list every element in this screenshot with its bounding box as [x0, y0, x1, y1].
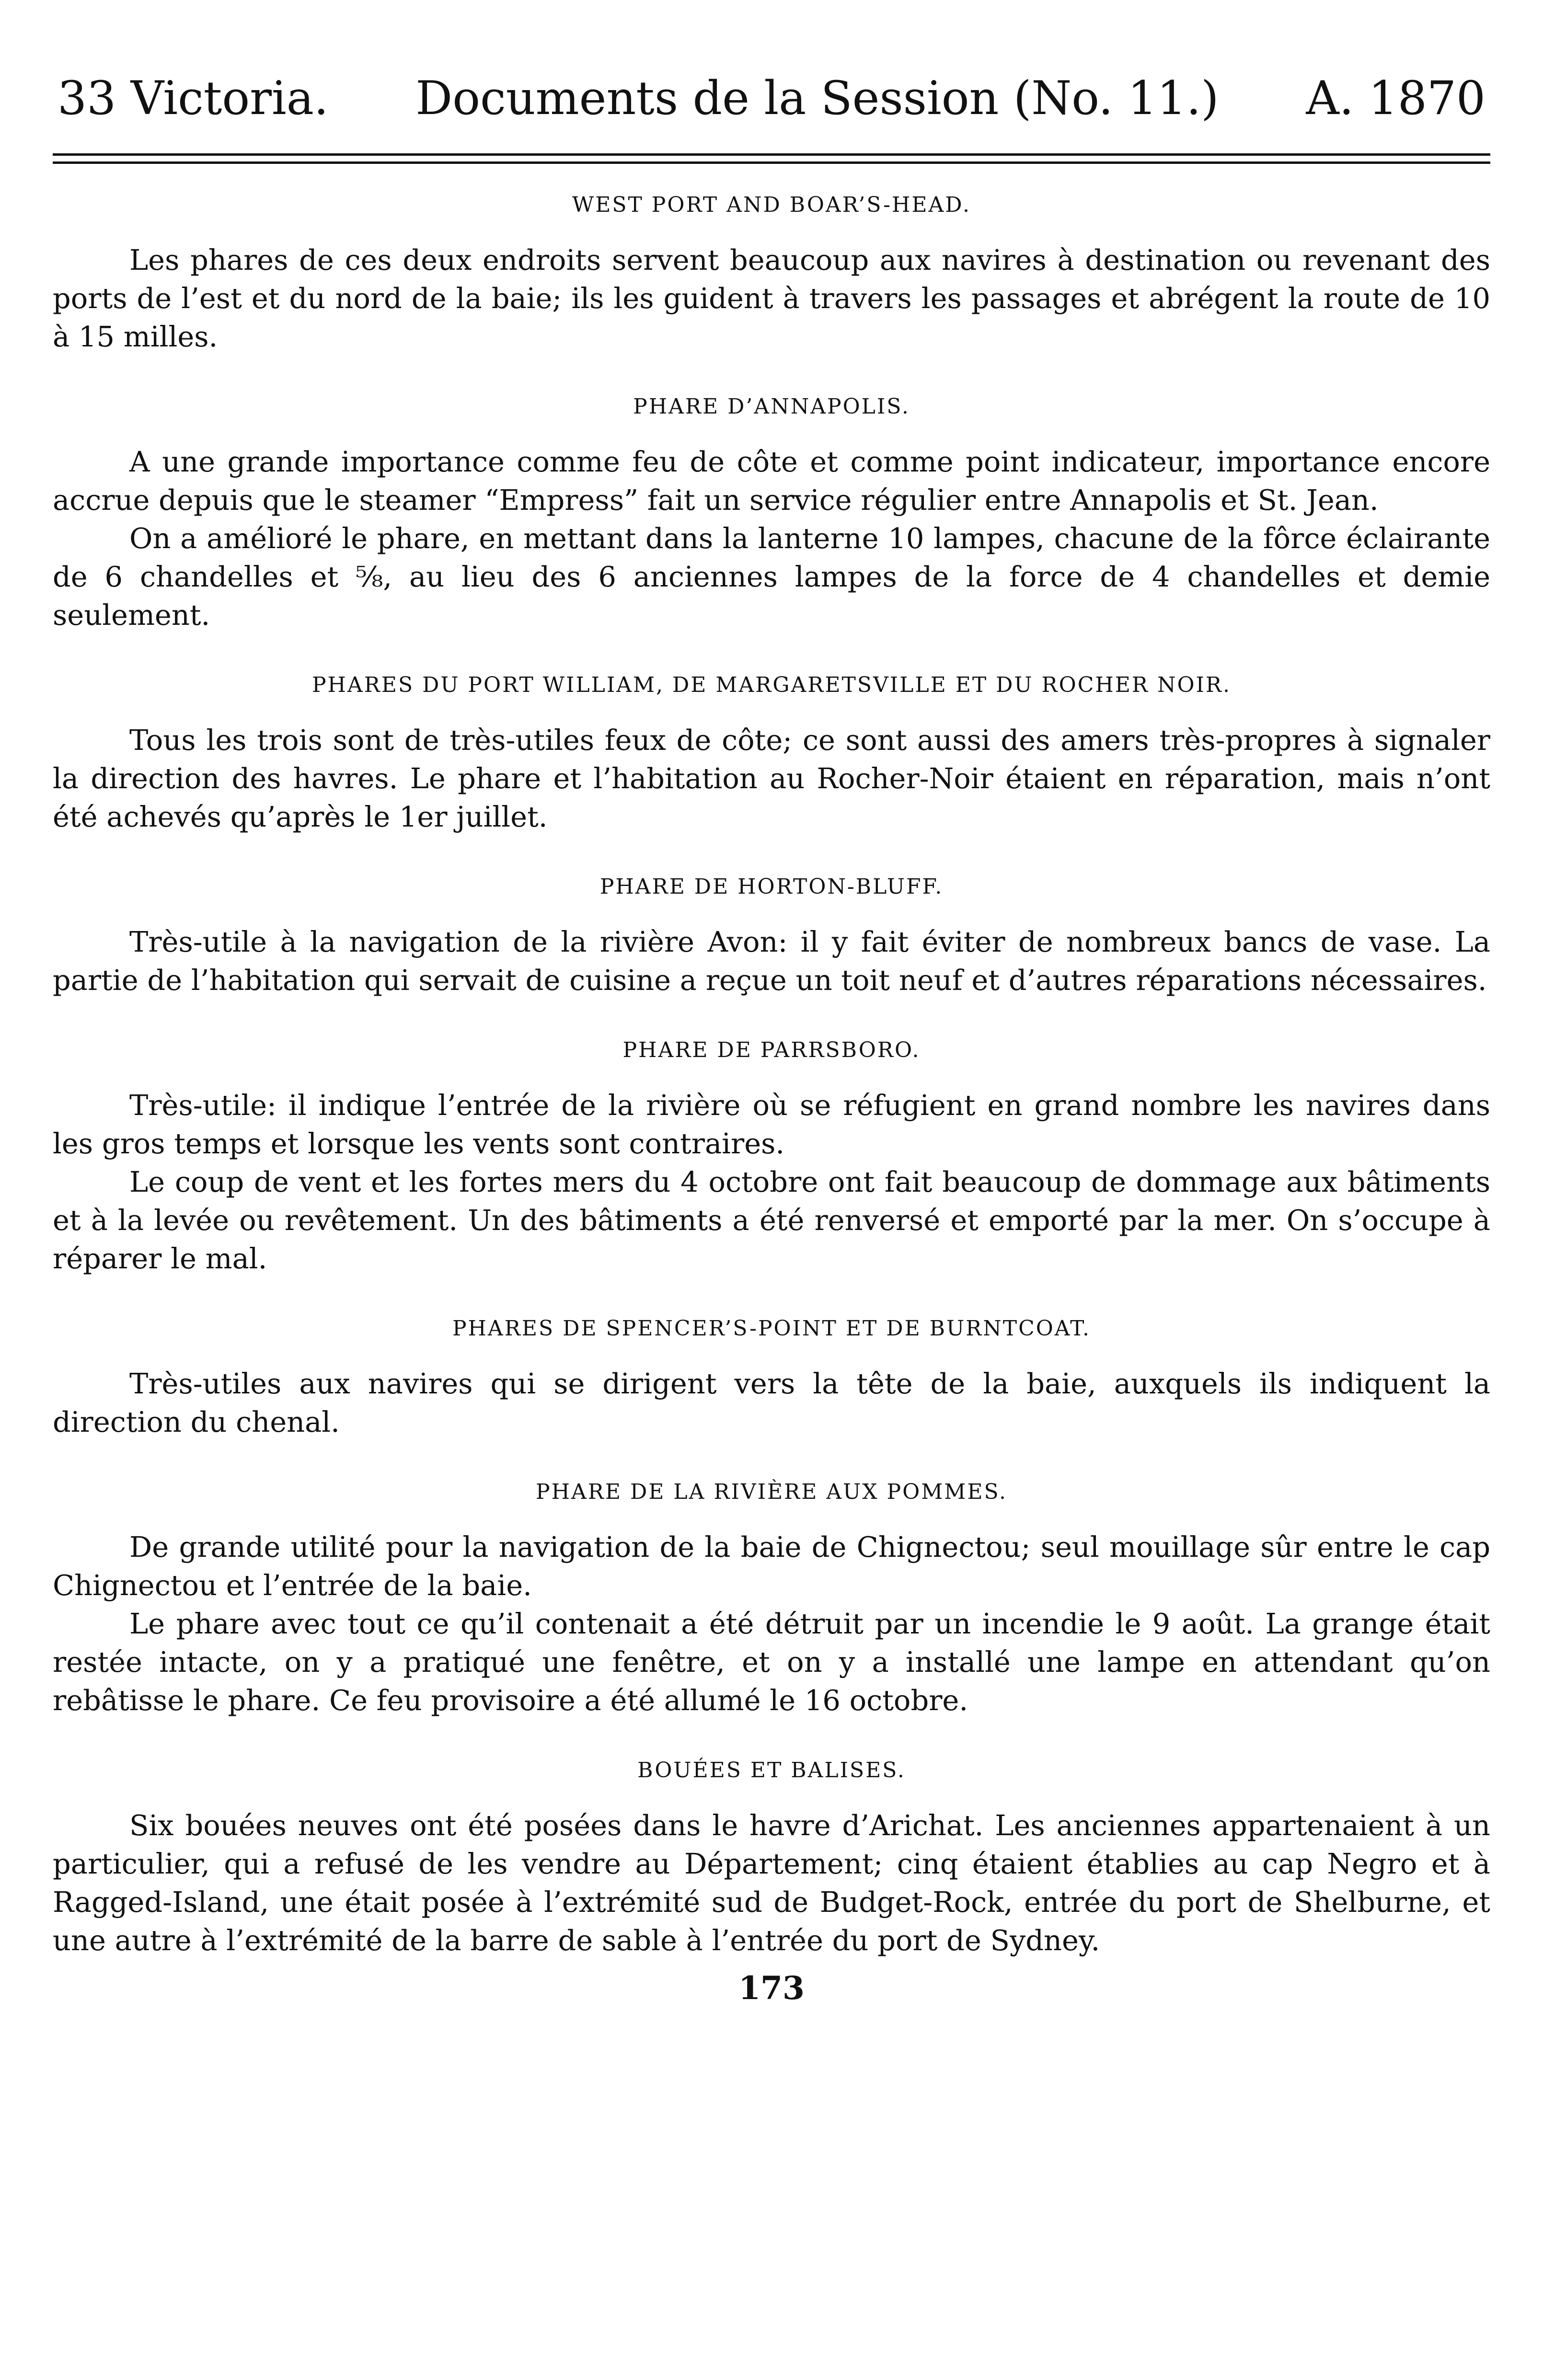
header-volume: 33 Victoria.	[58, 71, 329, 125]
header-double-rule	[53, 153, 1490, 164]
paragraph: Très-utile à la navigation de la rivière Avon: il y fait éviter de nombreux bancs de vase. La partie de l’habitation qui servait de cuisine a reçue un toit neuf et d’autres réparations nécessaires.	[53, 925, 1490, 997]
section-spencers-point	[53, 1316, 1490, 1441]
paragraph: Très-utiles aux navires qui se dirigent vers la tête de la baie, auxquels ils indiquent la direction du chenal.	[53, 1367, 1490, 1438]
page-number: 173	[738, 1969, 805, 2007]
paragraph: Tous les trois sont de très-utiles feux de côte; ce sont aussi des amers très-propres à signaler la direction des havres. Le phare et l’habitation au Rocher-Noir étaient en réparation, mais n’ont été achevés qu’après le 1er juillet.	[53, 724, 1490, 833]
paragraph: De grande utilité pour la navigation de la baie de Chignectou; seul mouillage sûr entre le cap Chignectou et l’entrée de la baie.	[53, 1530, 1490, 1602]
section-horton-bluff	[53, 874, 1490, 1000]
paragraph: Les phares de ces deux endroits servent beaucoup aux navires à destination ou revenant des ports de l’est et du nord de la baie; ils les guident à travers les passages et abrégent la route de 10 à 15 milles.	[53, 243, 1490, 353]
running-header	[53, 72, 1490, 125]
paragraph: On a amélioré le phare, en mettant dans la lanterne 10 lampes, chacune de la fôrce éclairante de 6 chandelles et ⅝, au lieu des 6 anciennes lampes de la force de 4 chandelles et demie seulement.	[53, 522, 1490, 632]
section-title: PHARE D’ANNAPOLIS.	[633, 394, 910, 419]
section-parrsboro	[53, 1038, 1490, 1278]
paragraph: Très-utile: il indique l’entrée de la rivière où se réfugient en grand nombre les navires dans les gros temps et lorsque les vents sont contraires.	[53, 1089, 1490, 1160]
section-annapolis	[53, 394, 1490, 634]
section-title: PHARE DE PARRSBORO.	[622, 1038, 921, 1062]
section-west-port	[53, 193, 1490, 356]
header-rule-top	[53, 153, 1490, 156]
header-year: A. 1870	[1306, 71, 1486, 125]
section-title: PHARE DE HORTON-BLUFF.	[599, 874, 944, 899]
section-title: PHARES DU PORT WILLIAM, DE MARGARETSVILLE ET DU ROCHER NOIR.	[311, 673, 1232, 697]
section-port-william	[53, 673, 1490, 836]
section-title: BOUÉES ET BALISES.	[637, 1758, 906, 1782]
header-title: Documents de la Session (No. 11.)	[415, 71, 1219, 125]
section-bouees	[53, 1758, 1490, 1960]
section-title: PHARES DE SPENCER’S-POINT ET DE BURNTCOAT.	[452, 1316, 1091, 1341]
section-riviere-aux-pommes	[53, 1480, 1490, 1720]
paragraph: Le coup de vent et les fortes mers du 4 octobre ont fait beaucoup de dommage aux bâtiments et à la levée ou revêtement. Un des bâtiments a été renversé et emporté par la mer. On s’occupe à réparer le mal.	[53, 1165, 1490, 1275]
paragraph: Le phare avec tout ce qu’il contenait a été détruit par un incendie le 9 août. La grange était restée intacte, on y a pratiqué une fenêtre, et on y a installé une lampe en attendant qu’on rebâtisse le phare. Ce feu provisoire a été allumé le 16 octobre.	[53, 1607, 1490, 1717]
paragraph: Six bouées neuves ont été posées dans le havre d’Arichat. Les anciennes appartenaient à un particulier, qui a refusé de les vendre au Département; cinq étaient établies au cap Negro et à Ragged-Island, une était posée à l’extrémité sud de Budget-Rock, entrée du port de Shelburne, et une autre à l’extrémité de la barre de sable à l’entrée du port de Sydney.	[53, 1809, 1490, 1957]
paragraph: A une grande importance comme feu de côte et comme point indicateur, importance encore accrue depuis que le steamer “Empress” fait un service régulier entre Annapolis et St. Jean.	[53, 445, 1490, 517]
section-title: PHARE DE LA RIVIÈRE AUX POMMES.	[536, 1480, 1007, 1504]
document-page	[53, 72, 1490, 2007]
section-title: WEST PORT AND BOAR’S-HEAD.	[572, 193, 971, 217]
header-rule-bottom	[53, 161, 1490, 164]
